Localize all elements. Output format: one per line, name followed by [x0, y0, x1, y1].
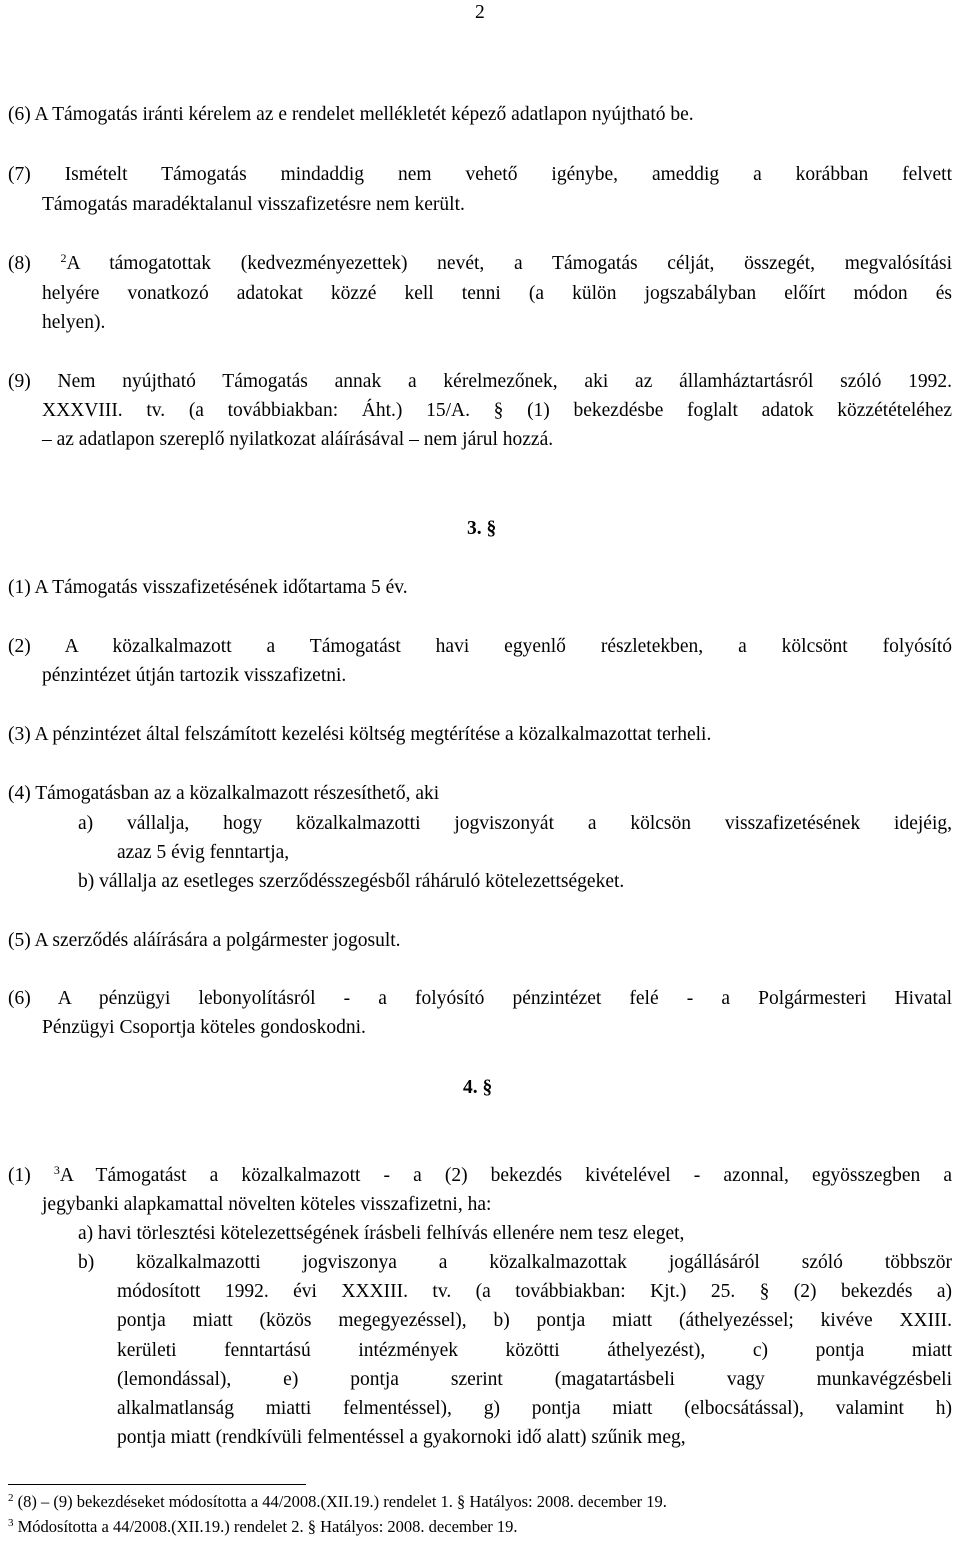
section-3-paragraph-4: (4) Támogatásban az a közalkalmazott részesíthető, aki [8, 783, 440, 804]
page-number: 2 [475, 2, 485, 23]
section-4-item-b-line-1: b) közalkalmazotti jogviszonya a közalkalmazottak jogállásáról szóló többször [78, 1252, 952, 1273]
footnote-ref-3: 3 [53, 1163, 60, 1177]
footnote-separator [8, 1484, 306, 1485]
section-3-item-a-line-1: a) vállalja, hogy közalkalmazotti jogviszonyát a kölcsön visszafizetésének idejéig, [78, 813, 952, 834]
section-4-item-b-line-2: módosított 1992. évi XXXIII. tv. (a továbbiakban: Kjt.) 25. § (2) bekezdés a) [117, 1281, 952, 1302]
section-4-paragraph-1-prefix: (1) [8, 1165, 31, 1186]
footnote-2-number: 2 [8, 1492, 14, 1504]
paragraph-7-line-2: Támogatás maradéktalanul visszafizetésre nem került. [42, 194, 465, 215]
section-4-paragraph-1-line-2: jegybanki alapkamattal növelten köteles visszafizetni, ha: [42, 1194, 492, 1215]
section-3-paragraph-3: (3) A pénzintézet által felszámított kezelési költség megtérítése a közalkalmazottat terheli. [8, 724, 712, 745]
section-3-paragraph-2-line-2: pénzintézet útján tartozik visszafizetni. [42, 665, 347, 686]
footnote-3: $^3$ Módosította a 44/2008.(XII.19.) rendelet 2. § Hatályos: 2008. december 19. [8, 1517, 518, 1536]
section-3-paragraph-1: (1) A Támogatás visszafizetésének időtartama 5 év. [8, 577, 408, 598]
footnote-2: $^2$ (8) – (9) bekezdéseket módosította a 44/2008.(XII.19.) rendelet 1. § Hatályos: 2008. december 19. [8, 1492, 667, 1511]
footnote-3-number: 3 [8, 1517, 14, 1529]
section-3-heading: 3. § [467, 518, 497, 539]
section-4-item-b-line-5: (lemondással), e) pontja szerint (magatartásbeli vagy munkavégzésbeli [117, 1369, 952, 1390]
section-3-item-a-line-2: azaz 5 évig fenntartja, [117, 842, 290, 863]
paragraph-7-line-1: (7) Ismételt Támogatás mindaddig nem vehető igénybe, ameddig a korábban felvett [8, 164, 952, 185]
paragraph-9-line-2: XXXVIII. tv. (a továbbiakban: Áht.) 15/A. § (1) bekezdésbe foglalt adatok közzétételéhez [42, 400, 952, 421]
paragraph-8-prefix: (8) [8, 253, 31, 274]
section-4-item-b-line-3: pontja miatt (közös megegyezéssel), b) pontja miatt (áthelyezéssel; kivéve XXIII. [117, 1310, 952, 1331]
paragraph-6: (6) A Támogatás iránti kérelem az e rendelet mellékletét képező adatlapon nyújtható be. [8, 104, 694, 125]
section-3-paragraph-2-line-1: (2) A közalkalmazott a Támogatást havi egyenlő részletekben, a kölcsönt folyósító [8, 636, 952, 657]
section-4-item-b-line-7: pontja miatt (rendkívüli felmentéssel a gyakornoki idő alatt) szűnik meg, [117, 1427, 686, 1448]
section-3-paragraph-6-line-2: Pénzügyi Csoportja köteles gondoskodni. [42, 1017, 366, 1038]
section-3-item-b: b) vállalja az esetleges szerződésszegésből ráháruló kötelezettségeket. [78, 871, 625, 892]
paragraph-9-line-1: (9) Nem nyújtható Támogatás annak a kérelmezőnek, aki az államháztartásról szóló 1992. [8, 371, 952, 392]
section-4-item-a: a) havi törlesztési kötelezettségének írásbeli felhívás ellenére nem tesz eleget, [78, 1223, 685, 1244]
section-4-heading: 4. § [463, 1077, 493, 1098]
paragraph-9-line-3: – az adatlapon szereplő nyilatkozat aláírásával – nem járul hozzá. [42, 429, 554, 450]
paragraph-8-line-2: helyére vonatkozó adatokat közzé kell tenni (a külön jogszabályban előírt módon és [42, 283, 952, 304]
section-3-paragraph-5: (5) A szerződés aláírására a polgármester jogosult. [8, 930, 401, 951]
section-3-paragraph-6-line-1: (6) A pénzügyi lebonyolításról - a folyósító pénzintézet felé - a Polgármesteri Hivatal [8, 988, 952, 1009]
paragraph-8-line-3: helyen). [42, 312, 106, 333]
section-4-paragraph-1-line-1: (1) $^3$A Támogatást a közalkalmazott - a (2) bekezdés kivételével - azonnal, egyösszegben a [8, 1163, 952, 1186]
section-4-item-b-line-4: kerületi fenntartású intézmények közötti áthelyezést), c) pontja miatt [117, 1340, 952, 1361]
footnote-ref-2: 2 [60, 251, 67, 265]
section-4-item-b-line-6: alkalmatlanság miatti felmentéssel), g) pontja miatt (elbocsátással), valamint h) [117, 1398, 952, 1419]
paragraph-8-line-1: (8) $^2$A támogatottak (kedvezményezettek) nevét, a Támogatás célját, összegét, megvalósítási [8, 251, 953, 274]
